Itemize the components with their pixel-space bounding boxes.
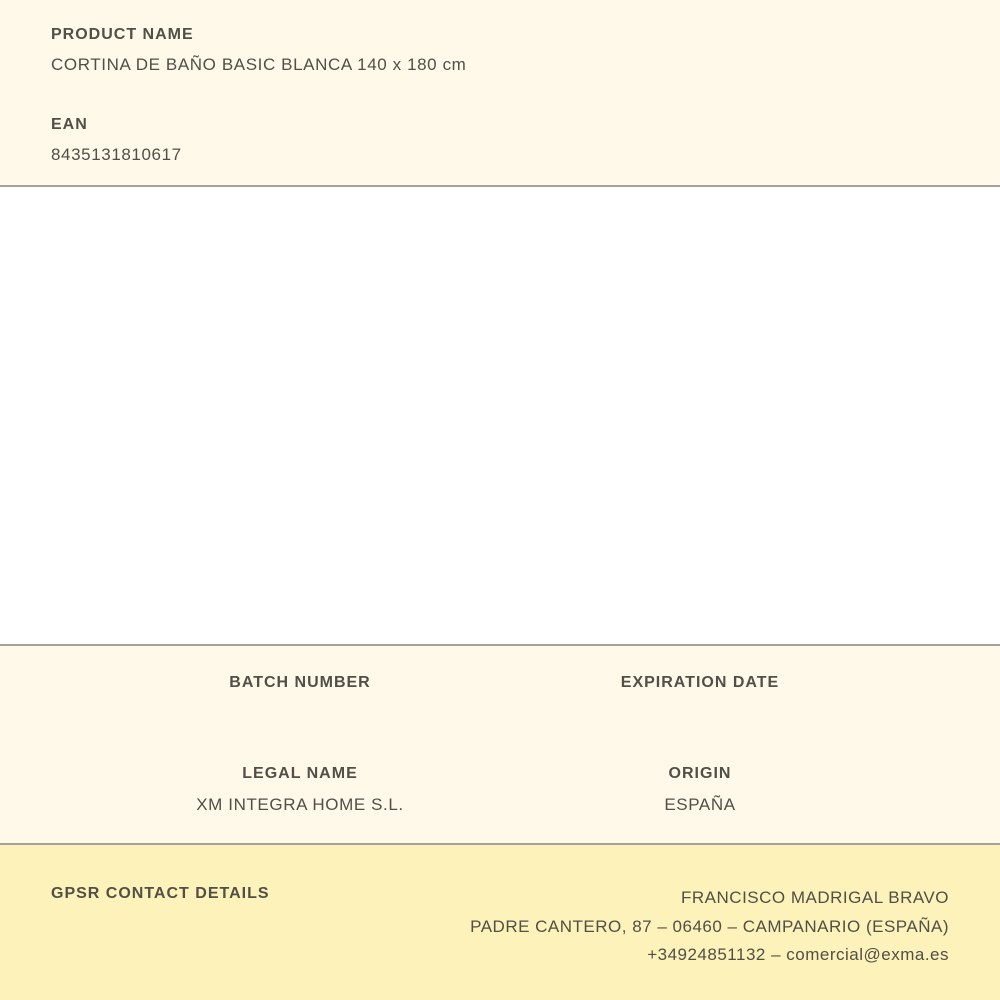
batch-number-label: BATCH NUMBER (229, 674, 371, 691)
legal-name-field (100, 765, 500, 814)
gpsr-contact-section (0, 845, 1000, 1000)
product-name-value: CORTINA DE BAÑO BASIC BLANCA 140 x 180 cm (51, 55, 467, 74)
batch-number-field (100, 674, 500, 723)
origin-field (500, 765, 900, 814)
expiration-date-field (500, 674, 900, 723)
ean-label: EAN (51, 116, 88, 133)
contact-phone-email: +34924851132 – comercial@exma.es (647, 945, 949, 964)
expiration-date-label: EXPIRATION DATE (620, 674, 780, 691)
product-name-label: PRODUCT NAME (51, 26, 194, 43)
expiration-date-value (500, 704, 900, 723)
legal-name-value: XM INTEGRA HOME S.L. (196, 795, 404, 814)
origin-value: ESPAÑA (664, 795, 736, 814)
origin-label: ORIGIN (668, 765, 732, 782)
product-header-section (0, 0, 1000, 187)
legal-name-label: LEGAL NAME (242, 765, 358, 782)
details-grid (100, 674, 900, 814)
contact-person-name: FRANCISCO MADRIGAL BRAVO (681, 888, 949, 907)
batch-number-value (100, 704, 500, 723)
contact-address: PADRE CANTERO, 87 – 06460 – CAMPANARIO (ESPAÑA) (470, 916, 949, 936)
product-image-placeholder (0, 187, 1000, 646)
ean-value: 8435131810617 (51, 145, 182, 164)
details-section (0, 646, 1000, 845)
gpsr-contact-title: GPSR CONTACT DETAILS (51, 885, 270, 902)
gpsr-contact-lines (470, 884, 949, 970)
